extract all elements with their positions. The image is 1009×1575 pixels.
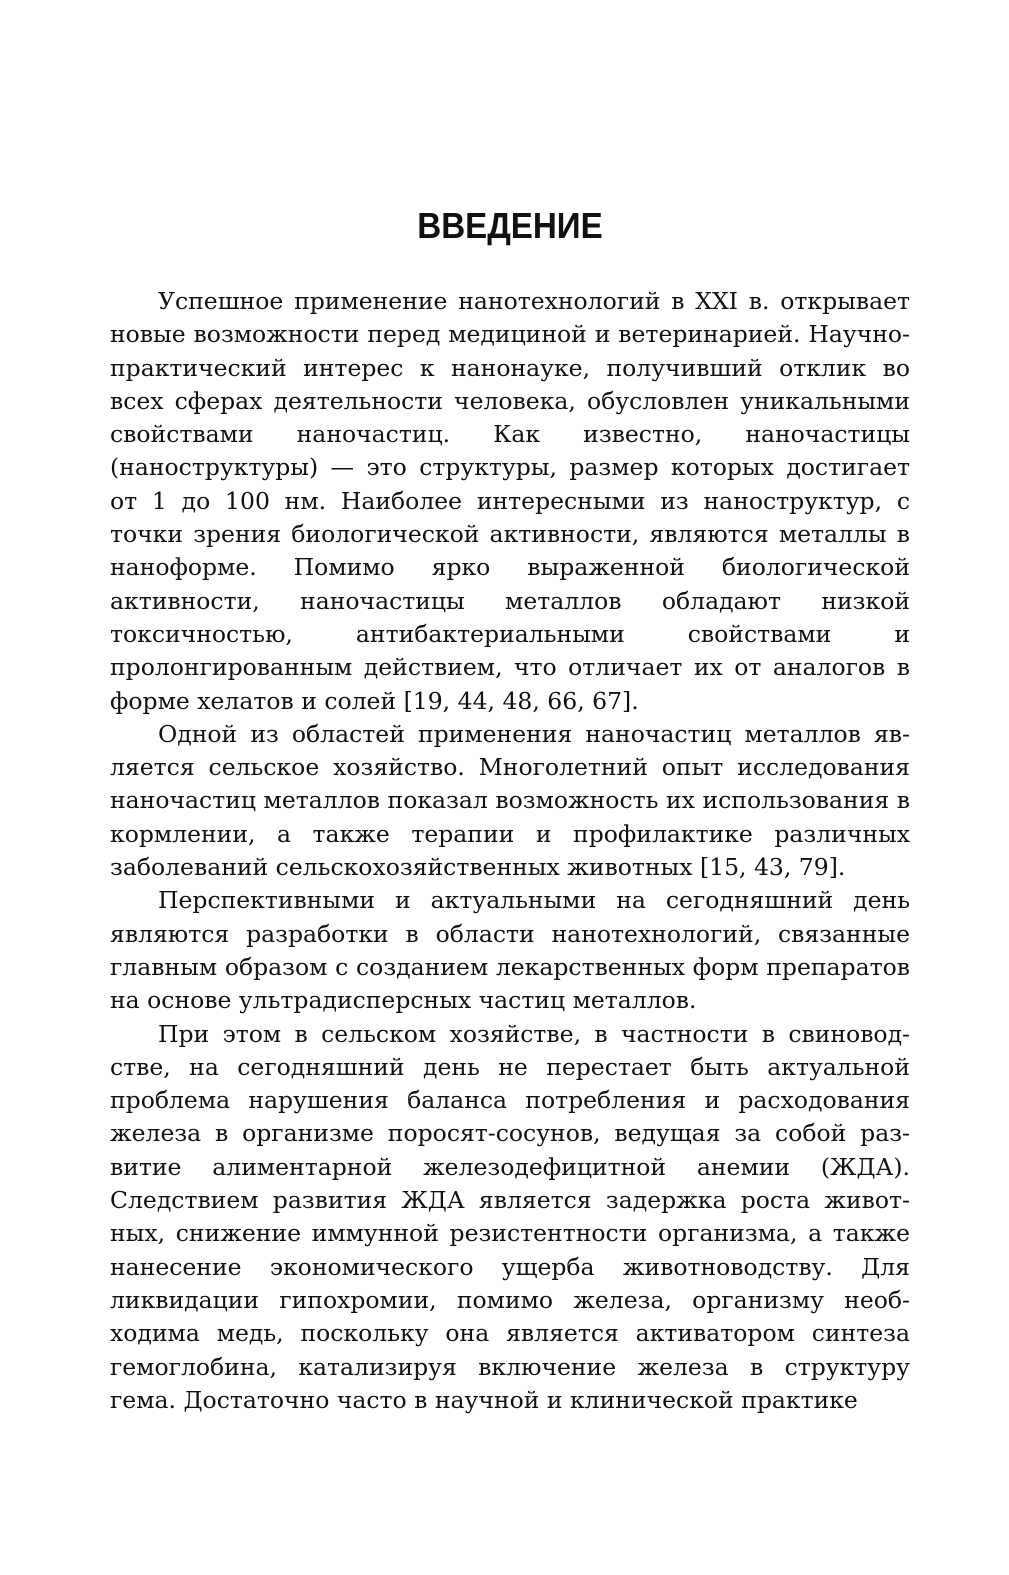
paragraph-3: Перспективными и актуальными на сегодняшний день являются разработки в области нанотехнологий, связанные главным образом с созданием лекарственных форм препаратов на основе ультрадисперсных частиц металлов. (110, 886, 910, 1015)
paragraph-1: Успешное применение нанотехнологий в XXI в. открывает новые возможности перед медициной и ветеринарией. Научно-практический интерес к нанонауке, получивший отклик во всех сферах деятельности человека, обусловлен уникальными свойствами наночастиц. Как известно, наночастицы (наноструктуры) — это структуры, размер которых достигает от 1 до 100 нм. Наиболее интересными из наноструктур, с точки зрения биологической активности, являются металлы в наноформе. Помимо ярко выраженной биологической активности, наночастицы металлов обладают низкой токсичностью, антибактериальными свойствами и пролонгированным действием, что отличает их от аналогов в форме хелатов и солей [19, 44, 48, 66, 67]. (110, 287, 910, 715)
chapter-title: ВВЕДЕНИЕ (417, 205, 603, 246)
body-text (110, 285, 910, 1417)
paragraph-2: Одной из областей применения наночастиц металлов является сельское хозяйство. Многолетний опыт исследования наночастиц металлов показал возможность их использования в кормлении, а также терапии и профилактике различных заболеваний сельскохозяйственных животных [15, 43, 79]. (110, 719, 910, 882)
paragraph-4: При этом в сельском хозяйстве, в частности в свиноводстве, на сегодняшний день не перестает быть актуальной проблема нарушения баланса потребления и расходования железа в организме поросят-сосунов, ведущая за собой развитие алиментарной железодефицитной анемии (ЖДА). Следствием развития ЖДА является задержка роста животных, снижение иммунной резистентности организма, а также нанесение экономического ущерба животноводству. Для ликвидации гипохромии, помимо железа, организму необходима медь, поскольку она является активатором синтеза гемоглобина, катализируя включение железа в структуру гема. Достаточно часто в научной и клинической практике (110, 1019, 910, 1414)
